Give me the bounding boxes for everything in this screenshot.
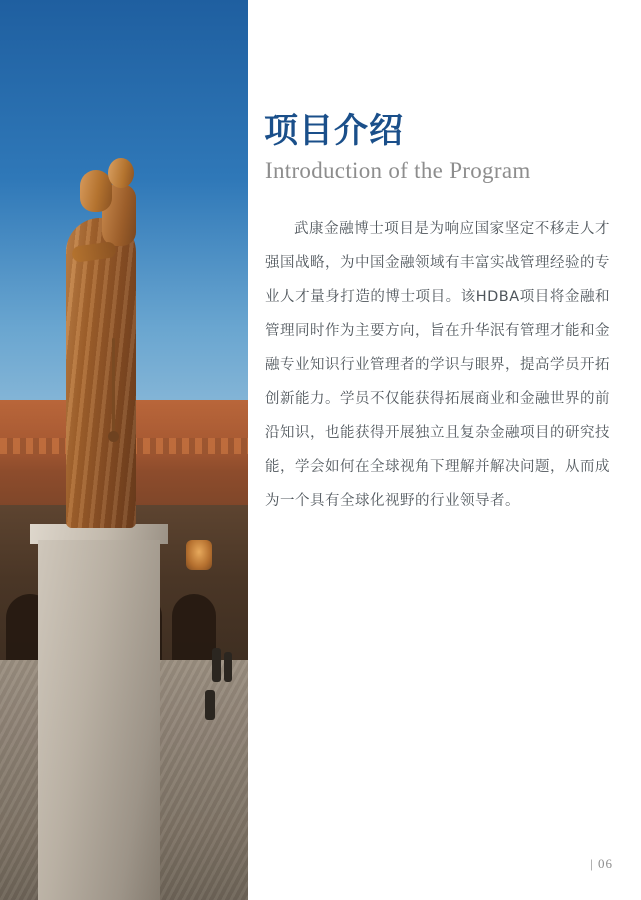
bronze-statue: [62, 148, 140, 528]
page-photograph: [0, 0, 248, 900]
content-column: [248, 0, 641, 900]
plaza-lamp: [186, 540, 212, 570]
page-title-chinese: 项目介绍: [264, 111, 404, 151]
statue-pedestal: [38, 540, 160, 900]
statue-head: [80, 170, 112, 212]
page-subtitle-english: Introduction of the Program: [265, 158, 531, 183]
body-paragraph: 武康金融博士项目是为响应国家坚定不移走人才强国战略，为中国金融领域有丰富实战管理经验的专业人才量身打造的博士项目。该HDBA项目将金融和管理同时作为主要方向，旨在升华泯有管理才能和金融专业知识行业管理者的学识与眼界，提高学员开拓创新能力。学员不仅能获得拓展商业和金融世界的前沿知识，也能获得开展独立且复杂金融项目的研究技能，学会如何在全球视角下理解并解决问题，从而成为一个具有全球化视野的行业领导者。: [265, 221, 610, 509]
statue-child-head: [108, 158, 134, 188]
statue-robe: [66, 218, 136, 528]
page-number: | 06: [590, 856, 613, 871]
background-person: [224, 652, 232, 682]
background-person: [212, 648, 221, 682]
statue-rosary: [112, 338, 115, 434]
background-person: [205, 690, 215, 720]
